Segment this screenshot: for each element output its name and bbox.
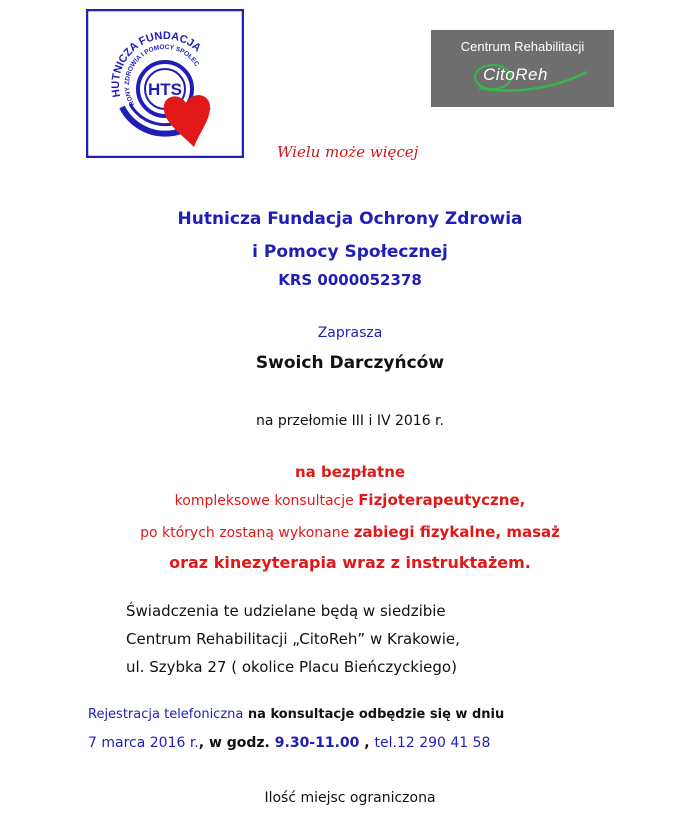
citoreh-title: Centrum Rehabilitacji bbox=[460, 39, 585, 54]
registration-date: 7 marca 2016 r. bbox=[88, 735, 199, 751]
logo-arc-bottom: OCHRONY ZDROWIA I POMOCY SPOŁECZNEJ bbox=[123, 43, 201, 107]
krs-number: KRS 0000052378 bbox=[278, 271, 422, 289]
logo-arc-top: HUTNICZA FUNDACJA bbox=[109, 29, 204, 99]
citoreh-logo bbox=[431, 30, 614, 107]
guests-heading: Swoich Darczyńców bbox=[255, 353, 445, 373]
motto: Wielu może więcej bbox=[277, 143, 419, 161]
period-text: na przełomie III i IV 2016 r. bbox=[256, 413, 444, 429]
citoreh-brand: CitoReh bbox=[483, 65, 548, 84]
registration-line-1: Rejestracja telefoniczna na konsultacje odbędzie się w dniu bbox=[88, 707, 505, 722]
offer-free: na bezpłatne bbox=[294, 463, 406, 481]
offer-line-2: po których zostaną wykonane zabiegi fizykalne, masaż bbox=[140, 523, 560, 541]
registration-hours: 9.30-11.00 bbox=[274, 735, 360, 751]
organization-name-cont: i Pomocy Społecznej bbox=[252, 242, 448, 262]
address-line-2: Centrum Rehabilitacji „CitoReh” w Krakowie, bbox=[126, 630, 460, 648]
address-line-3: ul. Szybka 27 ( okolice Placu Bieńczyckiego) bbox=[126, 658, 457, 676]
limited-places-note: Ilość miejsc ograniczona bbox=[264, 790, 436, 806]
registration-phone: tel.12 290 41 58 bbox=[374, 735, 491, 751]
offer-line-1: kompleksowe konsultacje Fizjoterapeutyczne, bbox=[174, 491, 526, 509]
offer-line-3: oraz kinezyterapia wraz z instruktażem. bbox=[169, 553, 531, 572]
invite-text: Zaprasza bbox=[317, 325, 383, 341]
address-line-1: Świadczenia te udzielane będą w siedzibie bbox=[126, 602, 446, 620]
logo-monogram: HTS bbox=[148, 80, 182, 99]
hts-foundation-logo bbox=[86, 9, 244, 158]
organization-name: Hutnicza Fundacja Ochrony Zdrowia bbox=[177, 209, 523, 229]
registration-line-2: 7 marca 2016 r., w godz. 9.30-11.00 , tel.12 290 41 58 bbox=[88, 735, 491, 751]
registration-label: Rejestracja telefoniczna bbox=[88, 707, 244, 722]
